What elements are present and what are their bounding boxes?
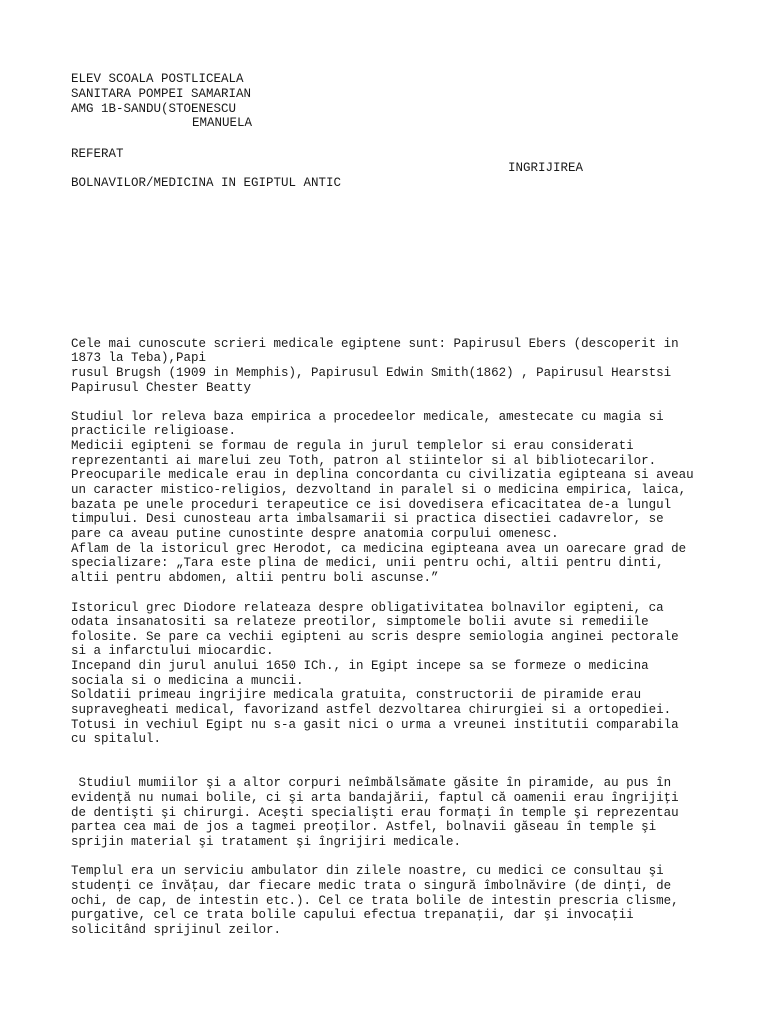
header-school-line-2: SANITARA POMPEI SAMARIAN — [71, 87, 252, 101]
paragraph-2-line: Preocuparile medicale erau in deplina concordanta cu civilizatia egipteana si aveau — [71, 468, 694, 482]
paragraph-3-line: supravegheati medical, favorizand astfel dezvoltarea chirurgiei si a ortopediei. — [71, 703, 672, 717]
paragraph-2-line: reprezentanti ai marelui zeu Toth, patron al stiintelor si al bibliotecarilor. — [71, 454, 657, 468]
paragraph-3-line: folosite. Se pare ca vechii egipteni au scris despre semiologia anginei pectorale — [71, 630, 679, 644]
paragraph-5-line: studenţi ce învăţau, dar fiecare medic trata o singură îmbolnăvire (de dinţi, de — [71, 879, 672, 893]
paragraph-5-line: purgative, cel ce trata bolile capului efectua trepanaţii, dar şi invocaţii — [71, 908, 634, 922]
paragraph-4-line: evidenţă nu numai bolile, ci şi arta bandajării, faptul că oamenii erau îngrijiţi — [71, 791, 679, 805]
paragraph-3-line: Istoricul grec Diodore relateaza despre obligativitatea bolnavilor egipteni, ca — [71, 601, 664, 615]
paragraph-3-line: si a infarctului miocardic. — [71, 644, 274, 658]
header-student-line: AMG 1B-SANDU(STOENESCU — [71, 102, 237, 116]
paragraph-3-line: Totusi in vechiul Egipt nu s-a gasit nici o urma a vreunei institutii comparabila — [71, 718, 679, 732]
paragraph-1-line: Cele mai cunoscute scrieri medicale egiptene sunt: Papirusul Ebers (descoperit in — [71, 337, 679, 351]
paragraph-2-line: Studiul lor releva baza empirica a procedeelor medicale, amestecate cu magia si — [71, 410, 664, 424]
paragraph-3-line: Soldatii primeau ingrijire medicala gratuita, constructorii de piramide erau — [71, 688, 642, 702]
paragraph-2-line: un caracter mistico-religios, dezvoltand in paralel si o medicina empirica, laica, — [71, 483, 687, 497]
document-type-label: REFERAT — [71, 147, 124, 161]
paragraph-2-line: Aflam de la istoricul grec Herodot, ca medicina egipteana avea un oarecare grad de — [71, 542, 687, 556]
paragraph-3-line: cu spitalul. — [71, 732, 162, 746]
paragraph-2-line: pare ca aveau putine cunostinte despre anatomia corpului omenesc. — [71, 527, 559, 541]
paragraph-1-line: 1873 la Teba),Papi — [71, 351, 207, 365]
paragraph-3-line: Incepand din jurul anului 1650 ICh., in Egipt incepe sa se formeze o medicina — [71, 659, 649, 673]
paragraph-3-line: odata insanatositi sa relateze preotilor, simptomele bolii avute si remediile — [71, 615, 649, 629]
paragraph-1-line: Papirusul Chester Beatty — [71, 381, 252, 395]
header-student-name: EMANUELA — [192, 116, 253, 130]
document-title-part-1: INGRIJIREA — [508, 161, 584, 175]
paragraph-2-line: bazata pe unele proceduri terapeutice ce isi dovedisera eficacitatea de-a lungul — [71, 498, 672, 512]
paragraph-4-line: sprijin material şi tratament şi îngrijiri medicale. — [71, 835, 462, 849]
paragraph-2-line: Medicii egipteni se formau de regula in jurul templelor si erau considerati — [71, 439, 634, 453]
paragraph-4-line: Studiul mumiilor şi a altor corpuri neîmbălsămate găsite în piramide, au pus în — [71, 776, 672, 790]
paragraph-2-line: practicile religioase. — [71, 424, 237, 438]
paragraph-5-line: solicitând sprijinul zeilor. — [71, 923, 282, 937]
paragraph-4-line: partea cea mai de jos a tagmei preoţilor. Astfel, bolnavii găseau în temple şi — [71, 820, 657, 834]
paragraph-4-line: de dentişti şi chirurgi. Aceşti specialişti erau formaţi în temple şi reprezentau — [71, 806, 679, 820]
paragraph-2-line: specializare: „Tara este plina de medici, unii pentru ochi, altii pentru dinti, — [71, 556, 664, 570]
paragraph-5-line: ochi, de cap, de intestin etc.). Cel ce trata bolile de intestin prescria clisme, — [71, 894, 679, 908]
paragraph-2-line: timpului. Desi cunosteau arta imbalsamarii si practica disectiei cadavrelor, se — [71, 512, 664, 526]
paragraph-5-line: Templul era un serviciu ambulator din zilele noastre, cu medici ce consultau şi — [71, 864, 664, 878]
header-school-line-1: ELEV SCOALA POSTLICEALA — [71, 72, 244, 86]
paragraph-3-line: sociala si o medicina a muncii. — [71, 674, 304, 688]
document-title-part-2: BOLNAVILOR/MEDICINA IN EGIPTUL ANTIC — [71, 176, 342, 190]
paragraph-1-line: rusul Brugsh (1909 in Memphis), Papirusul Edwin Smith(1862) , Papirusul Hearstsi — [71, 366, 672, 380]
paragraph-2-line: altii pentru abdomen, altii pentru boli ascunse.” — [71, 571, 439, 585]
